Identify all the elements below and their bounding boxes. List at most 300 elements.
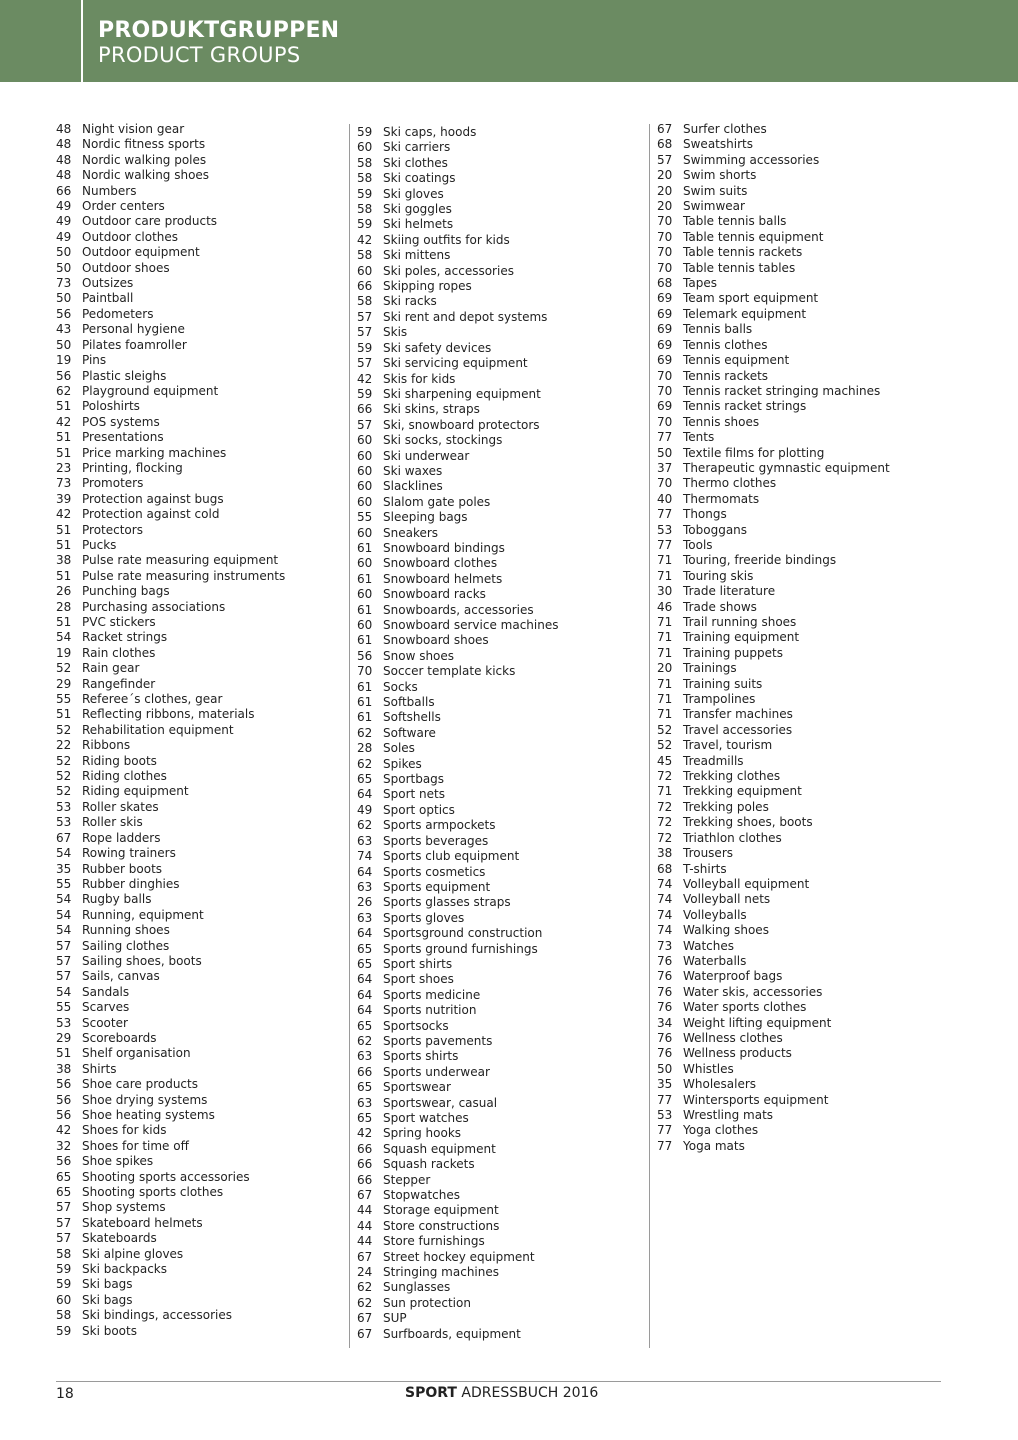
product-group-label: Sports gloves xyxy=(383,910,465,925)
index-entry xyxy=(657,985,947,1000)
index-entry xyxy=(56,1185,346,1200)
product-group-label: Sport optics xyxy=(383,802,455,817)
product-group-label: Punching bags xyxy=(82,584,170,599)
page-ref: 51 xyxy=(56,615,72,629)
page-ref: 42 xyxy=(357,232,373,247)
index-entry xyxy=(357,1126,647,1141)
index-entry xyxy=(56,353,346,368)
index-entry xyxy=(357,1049,647,1064)
page-ref: 45 xyxy=(657,753,673,768)
product-group-label: Sport shoes xyxy=(383,972,454,987)
page-ref: 60 xyxy=(357,448,373,463)
page-ref: 50 xyxy=(56,291,72,306)
product-group-label: Sportswear xyxy=(383,1080,451,1095)
product-group-label: Sports beverages xyxy=(383,833,489,848)
index-entry xyxy=(357,772,647,787)
page-ref: 73 xyxy=(56,476,72,491)
index-entry xyxy=(56,1277,346,1292)
index-entry xyxy=(657,784,947,799)
page-ref: 71 xyxy=(657,676,673,691)
product-group-label: Riding boots xyxy=(82,753,157,768)
product-group-label: Ski socks, stockings xyxy=(383,433,503,448)
page-ref: 67 xyxy=(657,122,673,136)
product-group-label: Snowboard racks xyxy=(383,587,486,602)
page-ref: 57 xyxy=(56,1200,72,1215)
product-group-label: Ski skins, straps xyxy=(383,402,480,417)
index-entry xyxy=(56,261,346,276)
index-entry xyxy=(56,630,346,645)
page-ref: 51 xyxy=(56,445,72,460)
product-group-label: Tennis racket strings xyxy=(683,399,807,414)
product-group-label: Shoe spikes xyxy=(82,1154,154,1169)
product-group-label: Tapes xyxy=(683,276,717,291)
page-ref: 54 xyxy=(56,630,72,645)
page-ref: 67 xyxy=(357,1326,373,1341)
page-ref: 57 xyxy=(357,325,373,340)
page-ref: 76 xyxy=(657,1030,673,1045)
product-group-label: Scarves xyxy=(82,1000,130,1015)
index-entry xyxy=(357,1327,647,1342)
index-entry xyxy=(657,831,947,846)
index-entry xyxy=(657,584,947,599)
product-group-label: Ski helmets xyxy=(383,217,454,232)
page-ref: 49 xyxy=(56,199,72,214)
index-entry xyxy=(657,1108,947,1123)
page-ref: 71 xyxy=(657,707,673,722)
page-ref: 63 xyxy=(357,910,373,925)
product-group-label: Stringing machines xyxy=(383,1265,500,1280)
index-entry xyxy=(56,214,346,229)
product-group-label: Racket strings xyxy=(82,630,168,645)
product-group-label: Reflecting ribbons, materials xyxy=(82,707,255,722)
index-entry xyxy=(657,122,947,137)
product-group-label: Training puppets xyxy=(683,645,783,660)
index-entry xyxy=(657,630,947,645)
product-group-label: T-shirts xyxy=(683,861,727,876)
index-entry xyxy=(56,815,346,830)
index-entry xyxy=(357,926,647,941)
product-group-label: Ski coatings xyxy=(383,171,456,186)
index-entry xyxy=(56,415,346,430)
page-ref: 60 xyxy=(357,556,373,571)
product-group-label: Whistles xyxy=(683,1061,734,1076)
product-group-label: Toboggans xyxy=(683,522,748,537)
page-ref: 48 xyxy=(56,168,72,183)
product-group-label: Treadmills xyxy=(683,753,744,768)
product-group-label: Tennis racket stringing machines xyxy=(683,383,881,398)
page-ref: 58 xyxy=(357,202,373,217)
product-group-label: Ski rent and depot systems xyxy=(383,309,548,324)
page-ref: 38 xyxy=(657,846,673,861)
product-group-label: Therapeutic gymnastic equipment xyxy=(683,460,890,475)
page-ref: 55 xyxy=(56,692,72,707)
product-group-label: Purchasing associations xyxy=(82,599,226,614)
publication-name: ADRESSBUCH 2016 xyxy=(456,1385,599,1401)
product-group-label: Yoga clothes xyxy=(683,1123,759,1138)
page-ref: 77 xyxy=(657,537,673,552)
index-entry xyxy=(357,664,647,679)
page-ref: 55 xyxy=(56,1000,72,1015)
page-ref: 53 xyxy=(56,1015,72,1030)
index-entry xyxy=(357,325,647,340)
index-entry xyxy=(357,1142,647,1157)
index-entry xyxy=(657,338,947,353)
page-ref: 50 xyxy=(657,445,673,460)
product-group-label: Ski boots xyxy=(82,1323,137,1338)
product-group-label: Sport watches xyxy=(383,1111,469,1125)
page-ref: 66 xyxy=(357,1172,373,1187)
index-entry xyxy=(56,661,346,676)
product-group-label: Soles xyxy=(383,741,415,756)
product-group-label: Snowboard service machines xyxy=(383,618,559,632)
index-entry xyxy=(357,479,647,494)
product-group-label: Swimwear xyxy=(683,199,745,214)
product-group-label: Ski racks xyxy=(383,294,437,309)
index-entry xyxy=(56,908,346,923)
index-entry xyxy=(357,433,647,448)
page-ref: 57 xyxy=(56,1231,72,1246)
product-group-label: Spikes xyxy=(383,756,422,771)
index-entry xyxy=(657,1046,947,1061)
page-ref: 38 xyxy=(56,553,72,568)
product-group-label: Sports medicine xyxy=(383,987,481,1002)
index-entry xyxy=(56,969,346,984)
product-group-label: Ski mittens xyxy=(383,248,451,263)
product-group-label: Ski carriers xyxy=(383,140,451,155)
page-ref: 53 xyxy=(56,799,72,814)
index-entry xyxy=(56,369,346,384)
product-group-label: Snow shoes xyxy=(383,648,455,663)
index-entry xyxy=(56,507,346,522)
page-ref: 53 xyxy=(56,815,72,830)
product-group-label: Sunglasses xyxy=(383,1280,451,1295)
index-entry xyxy=(657,908,947,923)
page-ref: 70 xyxy=(657,476,673,491)
index-entry xyxy=(56,707,346,722)
index-entry xyxy=(357,880,647,895)
product-group-label: Shirts xyxy=(82,1061,117,1076)
index-entry xyxy=(56,769,346,784)
page-ref: 42 xyxy=(56,507,72,522)
page-ref: 58 xyxy=(56,1308,72,1323)
index-entry xyxy=(56,1247,346,1262)
page-ref: 57 xyxy=(56,953,72,968)
index-entry xyxy=(657,276,947,291)
index-entry xyxy=(357,1003,647,1018)
product-group-label: Sports equipment xyxy=(383,879,491,894)
index-entry xyxy=(56,291,346,306)
product-group-label: Spring hooks xyxy=(383,1126,462,1141)
page-ref: 72 xyxy=(657,769,673,784)
product-group-label: Trade literature xyxy=(683,584,776,599)
index-entry xyxy=(56,923,346,938)
index-entry xyxy=(56,307,346,322)
index-entry xyxy=(657,261,947,276)
product-group-label: Shoes for kids xyxy=(82,1123,167,1138)
index-entry xyxy=(56,122,346,137)
product-group-label: Shelf organisation xyxy=(82,1046,191,1061)
product-group-label: Sports armpockets xyxy=(383,818,496,833)
product-group-label: Softshells xyxy=(383,710,441,725)
product-group-label: Training equipment xyxy=(683,630,800,645)
page-ref: 65 xyxy=(357,1018,373,1033)
product-group-label: Pulse rate measuring equipment xyxy=(82,553,279,568)
page-subtitle: PRODUCT GROUPS xyxy=(98,43,301,67)
index-entry xyxy=(56,646,346,661)
product-group-label: Skateboard helmets xyxy=(82,1215,203,1230)
index-entry xyxy=(56,784,346,799)
index-entry xyxy=(357,526,647,541)
index-entry xyxy=(357,187,647,202)
index-entry xyxy=(357,1311,647,1326)
product-group-label: Roller skates xyxy=(82,799,159,814)
page-ref: 71 xyxy=(657,615,673,629)
page-ref: 42 xyxy=(56,414,72,429)
index-entry xyxy=(56,1170,346,1185)
product-group-label: Stopwatches xyxy=(383,1188,460,1203)
index-entry xyxy=(357,1296,647,1311)
index-entry xyxy=(357,248,647,263)
index-entry xyxy=(357,603,647,618)
index-entry xyxy=(357,695,647,710)
product-group-label: Sports ground furnishings xyxy=(383,941,538,956)
page-ref: 61 xyxy=(357,540,373,555)
index-entry xyxy=(657,492,947,507)
page-ref: 48 xyxy=(56,122,72,136)
index-entry xyxy=(657,1062,947,1077)
index-entry xyxy=(357,341,647,356)
product-group-label: Waterballs xyxy=(683,953,747,968)
product-group-label: Tools xyxy=(683,537,713,552)
index-entry xyxy=(657,800,947,815)
index-entry xyxy=(657,384,947,399)
page-ref: 67 xyxy=(357,1188,373,1203)
page-ref: 62 xyxy=(56,383,72,398)
index-entry xyxy=(56,230,346,245)
page-ref: 56 xyxy=(56,1108,72,1122)
index-entry xyxy=(56,184,346,199)
index-entry xyxy=(56,1324,346,1339)
page-ref: 57 xyxy=(56,1215,72,1230)
page-ref: 44 xyxy=(357,1218,373,1233)
product-group-label: Protection against cold xyxy=(82,507,220,522)
page-ref: 60 xyxy=(357,618,373,632)
index-entry xyxy=(357,217,647,232)
product-group-label: Rubber dinghies xyxy=(82,876,180,891)
page-ref: 51 xyxy=(56,522,72,537)
page-ref: 52 xyxy=(56,722,72,737)
page-ref: 64 xyxy=(357,987,373,1002)
index-entry xyxy=(357,464,647,479)
product-group-label: Rope ladders xyxy=(82,830,161,845)
index-entry xyxy=(357,1250,647,1265)
page-ref: 51 xyxy=(56,707,72,722)
product-group-label: Table tennis balls xyxy=(683,214,787,229)
index-entry xyxy=(56,723,346,738)
index-entry xyxy=(357,787,647,802)
index-entry xyxy=(357,495,647,510)
product-group-label: Outdoor equipment xyxy=(82,245,200,260)
page-ref: 56 xyxy=(56,1077,72,1092)
page-ref: 19 xyxy=(56,645,72,660)
index-entry xyxy=(657,430,947,445)
product-group-label: Travel accessories xyxy=(683,722,793,737)
page-ref: 52 xyxy=(56,784,72,799)
product-group-label: Pulse rate measuring instruments xyxy=(82,568,286,583)
index-column-2 xyxy=(357,125,647,1342)
product-group-label: Transfer machines xyxy=(683,707,793,722)
page-ref: 69 xyxy=(657,291,673,306)
page-ref: 72 xyxy=(657,799,673,814)
product-group-label: Shooting sports accessories xyxy=(82,1169,250,1184)
index-entry xyxy=(657,153,947,168)
index-entry xyxy=(56,877,346,892)
index-entry xyxy=(357,1157,647,1172)
product-group-label: Sailing clothes xyxy=(82,938,170,953)
product-group-label: Playground equipment xyxy=(82,383,219,398)
product-group-label: Swimming accessories xyxy=(683,152,820,167)
page-ref: 20 xyxy=(657,168,673,183)
page-ref: 42 xyxy=(357,1126,373,1141)
index-entry xyxy=(657,1077,947,1092)
index-entry xyxy=(657,461,947,476)
product-group-label: Sportswear, casual xyxy=(383,1095,498,1110)
page-ref: 44 xyxy=(357,1203,373,1218)
column-divider xyxy=(649,124,650,1348)
index-entry xyxy=(357,310,647,325)
page-ref: 61 xyxy=(357,710,373,725)
product-group-label: Store constructions xyxy=(383,1218,500,1233)
product-group-label: Ski bags xyxy=(82,1292,133,1307)
product-group-label: Referee´s clothes, gear xyxy=(82,692,223,707)
product-group-label: Yoga mats xyxy=(683,1138,745,1153)
product-group-label: Roller skis xyxy=(82,815,143,830)
page-ref: 55 xyxy=(56,876,72,891)
index-entry xyxy=(56,615,346,630)
product-group-label: Table tennis equipment xyxy=(683,229,824,244)
index-entry xyxy=(357,1019,647,1034)
product-group-label: Rowing trainers xyxy=(82,846,176,861)
page-ref: 76 xyxy=(657,953,673,968)
page-ref: 76 xyxy=(657,969,673,984)
page-number: 18 xyxy=(56,1386,74,1402)
footer-divider xyxy=(56,1381,941,1382)
product-group-label: Rain gear xyxy=(82,661,140,676)
product-group-label: Nordic walking poles xyxy=(82,152,207,167)
page-ref: 35 xyxy=(56,861,72,876)
index-entry xyxy=(56,738,346,753)
page-ref: 59 xyxy=(56,1323,72,1338)
page-ref: 50 xyxy=(56,337,72,352)
page-header xyxy=(0,0,1018,82)
page-ref: 71 xyxy=(657,784,673,799)
index-entry xyxy=(657,184,947,199)
index-entry xyxy=(357,1188,647,1203)
product-group-label: Stepper xyxy=(383,1172,431,1187)
index-entry xyxy=(657,322,947,337)
product-group-label: Touring skis xyxy=(683,568,754,583)
product-group-label: Price marking machines xyxy=(82,445,227,460)
product-group-label: Touring, freeride bindings xyxy=(683,553,837,568)
page-ref: 53 xyxy=(657,522,673,537)
product-group-label: Sportsocks xyxy=(383,1018,449,1033)
product-group-label: Ribbons xyxy=(82,738,131,753)
index-entry xyxy=(357,834,647,849)
page-ref: 52 xyxy=(56,753,72,768)
index-entry xyxy=(56,939,346,954)
index-entry xyxy=(357,680,647,695)
index-entry xyxy=(657,769,947,784)
product-group-label: Rangefinder xyxy=(82,676,156,691)
product-group-label: Ski safety devices xyxy=(383,340,492,355)
page-ref: 63 xyxy=(357,1049,373,1064)
index-entry xyxy=(657,692,947,707)
page-ref: 51 xyxy=(56,430,72,445)
page-ref: 54 xyxy=(56,892,72,907)
product-group-label: Tennis rackets xyxy=(683,368,769,383)
page-ref: 66 xyxy=(357,1157,373,1172)
page-ref: 72 xyxy=(657,815,673,830)
index-entry xyxy=(657,230,947,245)
index-entry xyxy=(56,1016,346,1031)
page-ref: 60 xyxy=(357,263,373,278)
column-divider xyxy=(349,124,350,1348)
index-entry xyxy=(357,587,647,602)
product-group-label: Riding clothes xyxy=(82,769,167,784)
page-ref: 67 xyxy=(357,1311,373,1326)
product-group-label: Sports pavements xyxy=(383,1033,493,1048)
product-group-label: Walking shoes xyxy=(683,923,769,938)
page-ref: 53 xyxy=(657,1108,673,1122)
product-group-label: Paintball xyxy=(82,291,134,306)
page-ref: 74 xyxy=(657,907,673,922)
index-entry xyxy=(357,1234,647,1249)
index-entry xyxy=(56,1123,346,1138)
index-entry xyxy=(657,353,947,368)
index-entry xyxy=(56,800,346,815)
page-ref: 58 xyxy=(357,155,373,170)
index-entry xyxy=(56,1216,346,1231)
page-ref: 64 xyxy=(357,1003,373,1018)
page-ref: 69 xyxy=(657,337,673,352)
product-group-label: Ski gloves xyxy=(383,186,444,201)
page-ref: 70 xyxy=(357,664,373,679)
index-entry xyxy=(357,1203,647,1218)
index-entry xyxy=(56,384,346,399)
page-ref: 59 xyxy=(357,340,373,355)
page-ref: 48 xyxy=(56,152,72,167)
page-ref: 74 xyxy=(357,849,373,864)
product-group-label: Water sports clothes xyxy=(683,1000,807,1015)
page-ref: 28 xyxy=(357,741,373,756)
page-ref: 70 xyxy=(657,414,673,429)
page-ref: 77 xyxy=(657,1123,673,1138)
index-entry xyxy=(357,818,647,833)
product-group-label: Wintersports equipment xyxy=(683,1092,829,1107)
page-ref: 60 xyxy=(56,1292,72,1307)
product-group-label: Water skis, accessories xyxy=(683,984,823,999)
index-entry xyxy=(357,895,647,910)
product-group-label: Telemark equipment xyxy=(683,306,807,321)
index-entry xyxy=(56,1062,346,1077)
index-entry xyxy=(357,140,647,155)
product-group-label: Snowboard shoes xyxy=(383,633,489,648)
page-ref: 51 xyxy=(56,1046,72,1061)
product-group-label: Sweatshirts xyxy=(683,137,753,152)
index-entry xyxy=(657,923,947,938)
index-entry xyxy=(657,168,947,183)
page-ref: 77 xyxy=(657,1138,673,1153)
